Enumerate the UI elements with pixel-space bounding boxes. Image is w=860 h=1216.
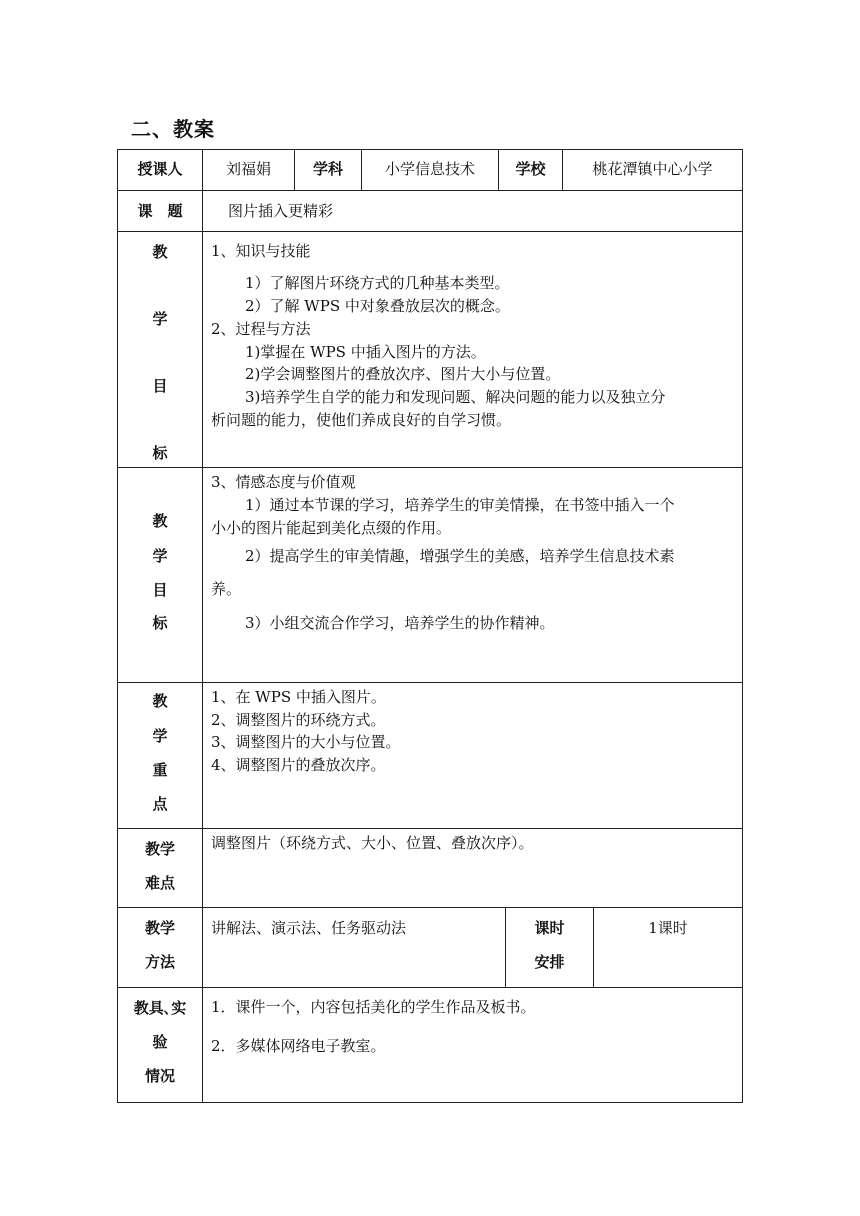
key-point-line: 2、调整图片的环绕方式。 bbox=[211, 711, 386, 729]
goals-1-line: 2）了解 WPS 中对象叠放层次的概念。 bbox=[245, 297, 510, 315]
goals-2-line: 1）通过本节课的学习，培养学生的审美情操，在书签中插入一个 bbox=[245, 496, 675, 514]
topic-value: 图片插入更精彩 bbox=[228, 202, 334, 220]
goals-2-line: 3）小组交流合作学习，培养学生的协作精神。 bbox=[245, 614, 555, 632]
school-label: 学校 bbox=[515, 160, 546, 178]
goals-1-line: 2)学会调整图片的叠放次序、图片大小与位置。 bbox=[245, 365, 561, 383]
goals-2-line: 3、情感态度与价值观 bbox=[211, 473, 356, 491]
goals-1-line: 1、知识与技能 bbox=[211, 242, 311, 260]
method-value: 讲解法、演示法、任务驱动法 bbox=[211, 919, 407, 937]
key-point-line: 4、调整图片的叠放次序。 bbox=[211, 756, 386, 774]
equipment-line: 2．多媒体网络电子教室。 bbox=[211, 1037, 386, 1055]
goals-1-line: 1)掌握在 WPS 中插入图片的方法。 bbox=[245, 343, 486, 361]
section-heading: 二、教案 bbox=[131, 117, 215, 141]
goals-1-line: 2、过程与方法 bbox=[211, 320, 311, 338]
goals-2-line: 小小的图片能起到美化点缀的作用。 bbox=[211, 519, 452, 537]
topic-label: 课 题 bbox=[137, 202, 183, 220]
equipment-line: 1．课件一个，内容包括美化的学生作品及板书。 bbox=[211, 998, 536, 1016]
teacher-value: 刘福娟 bbox=[225, 160, 271, 178]
subject-value: 小学信息技术 bbox=[384, 160, 475, 178]
school-value: 桃花潭镇中心小学 bbox=[592, 160, 713, 178]
teacher-label: 授课人 bbox=[137, 160, 183, 178]
goals-2-line: 2）提高学生的审美情趣，增强学生的美感，培养学生信息技术素 bbox=[245, 547, 675, 565]
key-point-line: 1、在 WPS 中插入图片。 bbox=[211, 688, 386, 706]
difficulty-value: 调整图片（环绕方式、大小、位置、叠放次序）。 bbox=[211, 834, 534, 852]
class-hours-value: 1课时 bbox=[648, 919, 688, 937]
goals-1-line: 1）了解图片环绕方式的几种基本类型。 bbox=[245, 274, 510, 292]
key-point-line: 3、调整图片的大小与位置。 bbox=[211, 733, 401, 751]
goals-2-line: 养。 bbox=[211, 580, 242, 598]
goals-1-line: 3)培养学生自学的能力和发现问题、解决问题的能力以及独立分 bbox=[245, 388, 666, 406]
goals-1-line: 析问题的能力，使他们养成良好的自学习惯。 bbox=[211, 411, 512, 429]
subject-label: 学科 bbox=[312, 160, 343, 178]
